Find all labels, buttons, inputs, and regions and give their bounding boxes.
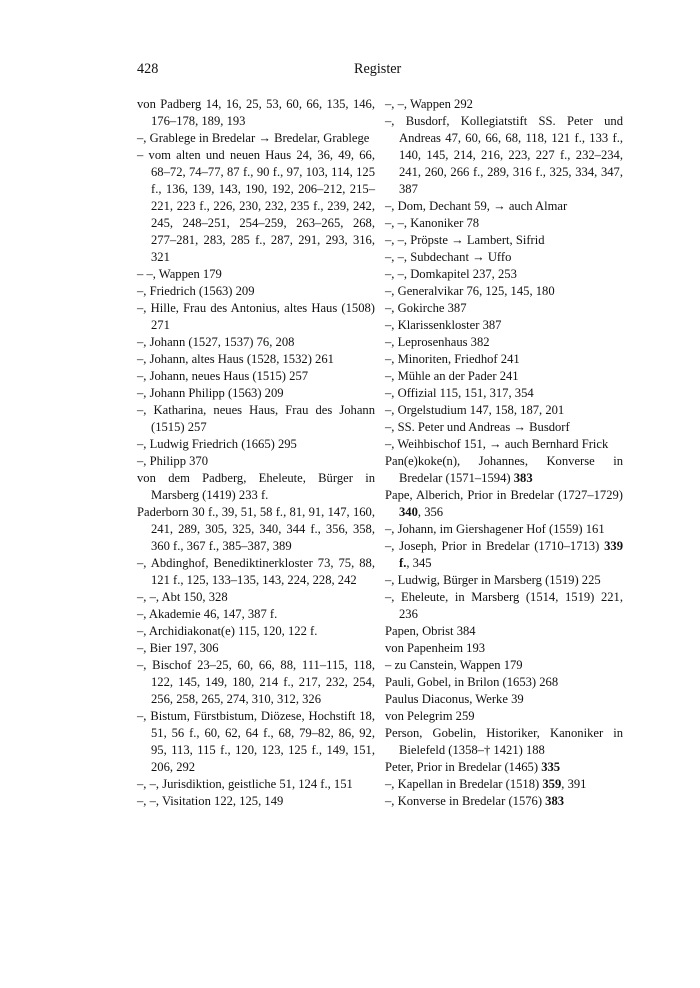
entry-text: –, Bischof 23–25, 60, 66, 88, 111–115, 118, 122, 145, 149, 180, 214 f., 217, 232, 254, 256, 258, 265, 274, 310, 312, 326 (137, 658, 375, 706)
index-entry (137, 334, 375, 351)
entry-text: Pape, Alberich, Prior in Bredelar (1727–1729) (385, 488, 623, 502)
page-number: 428 (137, 61, 159, 77)
index-entry (137, 606, 375, 623)
entry-text: –, Mühle an der Pader 241 (385, 369, 519, 383)
index-entry (385, 453, 623, 487)
entry-text: –, Dom, Dechant 59, → auch Almar (385, 199, 568, 213)
entry-text: –, Akademie 46, 147, 387 f. (137, 607, 278, 621)
index-entry (385, 521, 623, 538)
index-entry (385, 487, 623, 521)
bold-page-ref: 383 (545, 794, 565, 808)
index-entry (385, 232, 623, 249)
entry-text: –, Orgelstudium 147, 158, 187, 201 (385, 403, 565, 417)
entry-text: – –, Wappen 179 (137, 267, 222, 281)
entry-text: –, SS. Peter und Andreas → Busdorf (385, 420, 570, 434)
entry-text: –, Grablege in Bredelar → Bredelar, Grablege (137, 131, 370, 145)
bold-page-ref: 383 (513, 471, 533, 485)
entry-text: – vom alten und neuen Haus 24, 36, 49, 66, 68–72, 74–77, 87 f., 90 f., 97, 103, 114, 125 f., 136, 139, 143, 190, 192, 206–212, 215–221, 223 f., 226, 230, 232, 235 f., 239, 242, 245, 248–251, 254–259, 263–265, 268, 277–281, 283, 285 f., 287, 291, 293, 316, 321 (137, 148, 375, 264)
entry-text: –, –, Abt 150, 328 (137, 590, 228, 604)
entry-text: –, –, Visitation 122, 125, 149 (137, 794, 284, 808)
entry-text: –, Katharina, neues Haus, Frau des Johann (1515) 257 (137, 403, 375, 434)
entry-text: von dem Padberg, Eheleute, Bürger in Marsberg (1419) 233 f. (137, 471, 375, 502)
index-entry (385, 385, 623, 402)
entry-text: –, Johann, neues Haus (1515) 257 (137, 369, 309, 383)
index-entry (385, 538, 623, 572)
entry-text: –, Johann (1527, 1537) 76, 208 (137, 335, 295, 349)
index-entry (385, 402, 623, 419)
index-entry (385, 317, 623, 334)
index-entry (385, 215, 623, 232)
index-entry (137, 300, 375, 334)
index-entry (385, 113, 623, 198)
entry-text: –, Hille, Frau des Antonius, altes Haus (1508) 271 (137, 301, 375, 332)
entry-text: , 391 (561, 777, 587, 791)
entry-text: –, Kapellan in Bredelar (1518) (385, 777, 543, 791)
index-entry (385, 793, 623, 810)
entry-text: –, –, Kanoniker 78 (385, 216, 480, 230)
index-entry (137, 385, 375, 402)
index-entry (137, 623, 375, 640)
index-entry (137, 470, 375, 504)
entry-text: –, –, Subdechant → Uffo (385, 250, 512, 264)
index-entry (385, 334, 623, 351)
entry-text: Peter, Prior in Bredelar (1465) (385, 760, 542, 774)
entry-text: –, Bier 197, 306 (137, 641, 219, 655)
index-entry (137, 436, 375, 453)
entry-text: von Papenheim 193 (385, 641, 486, 655)
index-entry (385, 691, 623, 708)
index-entry (385, 640, 623, 657)
index-entry (137, 96, 375, 130)
index-entry (385, 96, 623, 113)
entry-text: –, Offizial 115, 151, 317, 354 (385, 386, 534, 400)
bold-page-ref: 339 f. (399, 539, 623, 570)
index-entry (137, 640, 375, 657)
entry-text: –, Konverse in Bredelar (1576) (385, 794, 546, 808)
index-entry (385, 283, 623, 300)
entry-text: –, Generalvikar 76, 125, 145, 180 (385, 284, 555, 298)
entry-text: Pauli, Gobel, in Brilon (1653) 268 (385, 675, 559, 689)
entry-text: –, Archidiakonat(e) 115, 120, 122 f. (137, 624, 318, 638)
entry-text: –, Eheleute, in Marsberg (1514, 1519) 221, 236 (385, 590, 623, 621)
entry-text: –, Johann, altes Haus (1528, 1532) 261 (137, 352, 334, 366)
index-entry (385, 657, 623, 674)
index-entry (137, 657, 375, 708)
entry-text: –, Abdinghof, Benediktinerkloster 73, 75, 88, 121 f., 125, 133–135, 143, 224, 228, 242 (137, 556, 375, 587)
running-title: Register (354, 61, 402, 77)
entry-text: –, Leprosenhaus 382 (385, 335, 490, 349)
entry-text: , 356 (417, 505, 444, 519)
entry-text: –, Johann Philipp (1563) 209 (137, 386, 284, 400)
index-entry (385, 249, 623, 266)
entry-text: –, Philipp 370 (137, 454, 209, 468)
index-entry (385, 759, 623, 776)
index-entry (137, 266, 375, 283)
index-entry (137, 368, 375, 385)
index-column-right (385, 96, 623, 810)
index-entry (137, 555, 375, 589)
entry-text: –, Johann, im Giershagener Hof (1559) 161 (385, 522, 605, 536)
entry-text: –, –, Domkapitel 237, 253 (385, 267, 517, 281)
index-entry (385, 725, 623, 759)
entry-text: Pan(e)koke(n), Johannes, Konverse in Bredelar (1571–1594) (385, 454, 623, 485)
entry-text: – zu Canstein, Wappen 179 (385, 658, 523, 672)
entry-text: Person, Gobelin, Historiker, Kanoniker in Bielefeld (1358–† 1421) 188 (385, 726, 623, 757)
index-entry (137, 402, 375, 436)
entry-text: Paderborn 30 f., 39, 51, 58 f., 81, 91, 147, 160, 241, 289, 305, 325, 340, 344 f., 356, 358, 360 f., 367 f., 385–387, 389 (137, 505, 375, 553)
entry-text: Paulus Diaconus, Werke 39 (385, 692, 524, 706)
entry-text: –, Klarissenkloster 387 (385, 318, 502, 332)
index-column-left (137, 96, 375, 810)
entry-text: –, Bistum, Fürstbistum, Diözese, Hochstift 18, 51, 56 f., 60, 62, 64 f., 68, 79–82, 86, 92, 95, 113, 115 f., 120, 123, 125 f., 149, 151, 206, 292 (137, 709, 375, 774)
index-entry (137, 130, 375, 147)
entry-text: –, –, Jurisdiktion, geistliche 51, 124 f., 151 (137, 777, 353, 791)
entry-text: , 345 (406, 556, 432, 570)
index-entry (385, 266, 623, 283)
entry-text: –, Ludwig, Bürger in Marsberg (1519) 225 (385, 573, 601, 587)
index-entry (385, 572, 623, 589)
entry-text: –, Gokirche 387 (385, 301, 467, 315)
index-entry (137, 504, 375, 555)
entry-text: von Padberg 14, 16, 25, 53, 60, 66, 135, 146, 176–178, 189, 193 (137, 97, 375, 128)
index-entry (137, 589, 375, 606)
entry-text: –, Minoriten, Friedhof 241 (385, 352, 520, 366)
entry-text: –, –, Wappen 292 (385, 97, 473, 111)
bold-page-ref: 335 (541, 760, 561, 774)
entry-text: –, Ludwig Friedrich (1665) 295 (137, 437, 297, 451)
entry-text: –, Friedrich (1563) 209 (137, 284, 255, 298)
index-entry (137, 147, 375, 266)
index-entry (137, 351, 375, 368)
index-entry (385, 674, 623, 691)
index-entry (385, 300, 623, 317)
entry-text: –, Weihbischof 151, → auch Bernhard Frick (385, 437, 609, 451)
entry-text: von Pelegrim 259 (385, 709, 475, 723)
index-entry (385, 708, 623, 725)
index-entry (385, 776, 623, 793)
index-entry (385, 436, 623, 453)
entry-text: Papen, Obrist 384 (385, 624, 476, 638)
entry-text: –, –, Pröpste → Lambert, Sifrid (385, 233, 545, 247)
bold-page-ref: 359 (542, 777, 562, 791)
index-entry (137, 283, 375, 300)
index-entry (137, 453, 375, 470)
index-entry (385, 623, 623, 640)
index-entry (385, 351, 623, 368)
index-entry (137, 708, 375, 776)
index-entry (137, 793, 375, 810)
index-entry (137, 776, 375, 793)
index-entry (385, 198, 623, 215)
bold-page-ref: 340 (399, 505, 418, 519)
entry-text: –, Joseph, Prior in Bredelar (1710–1713) (385, 539, 605, 553)
index-entry (385, 419, 623, 436)
entry-text: –, Busdorf, Kollegiatstift SS. Peter und Andreas 47, 60, 66, 68, 118, 121 f., 133 f., 140, 145, 214, 216, 223, 227 f., 232–234, 241, 260, 266 f., 289, 316 f., 325, 334, 347, 387 (385, 114, 623, 196)
index-entry (385, 589, 623, 623)
index-entry (385, 368, 623, 385)
